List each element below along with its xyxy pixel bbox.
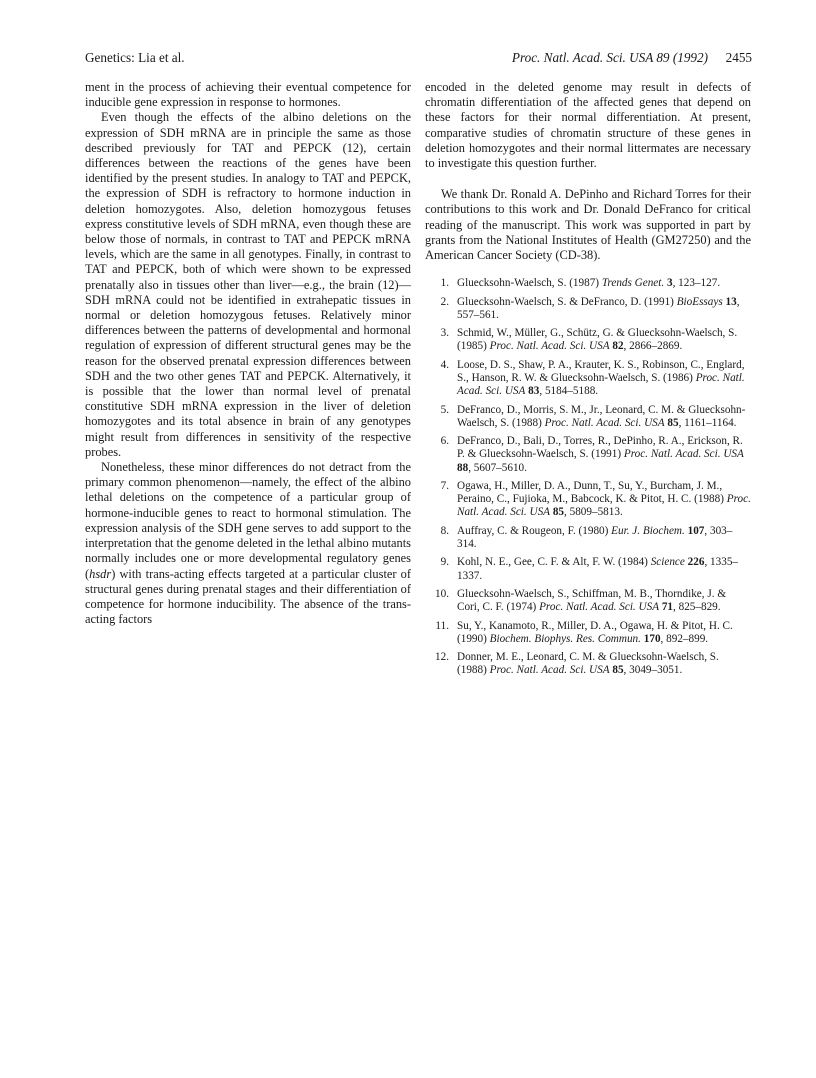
reference-volume: 13 xyxy=(725,295,737,308)
reference-volume: 85 xyxy=(552,506,564,519)
paragraph-conclusion: Nonetheless, these minor differences do not detract from the primary common phenomenon—namely, the effect of the albino lethal deletions on the competence of a particular group of hormone-inducible genes to react to hormonal stimulation. The expression analysis of the SDH gene serves to add support to the interpretation that the genome deleted in the lethal albino mutants normally includes one or more developmental regulatory genes (hsdr) with trans-acting effects targeted at a particular cluster of structural genes during prenatal stages and their differentiation of competence for hormone inducibility. The absence of the trans-acting factors xyxy=(85,460,411,627)
gene-symbol-hsdr: hsdr xyxy=(89,566,112,581)
reference-pages: , 5607–5610. xyxy=(468,461,527,474)
reference-volume: 85 xyxy=(667,416,679,429)
reference-volume: 170 xyxy=(643,632,661,645)
reference-pages: , 1335–1337. xyxy=(457,556,738,582)
reference-journal: Proc. Natl. Acad. Sci. USA xyxy=(623,448,744,461)
reference-pages: , 3049–3051. xyxy=(623,664,683,677)
reference-volume: 107 xyxy=(687,524,705,537)
reference-authors: Gluecksohn-Waelsch, S. & DeFranco, D. (1991) xyxy=(457,295,677,308)
reference-item xyxy=(425,480,751,520)
reference-number: 11. xyxy=(435,619,449,632)
reference-number: 8. xyxy=(440,524,449,537)
reference-number: 3. xyxy=(440,327,449,340)
reference-volume: 85 xyxy=(612,664,624,677)
reference-item xyxy=(425,435,751,475)
reference-pages: , 1161–1164. xyxy=(678,416,737,429)
reference-number: 4. xyxy=(440,358,449,371)
reference-volume: 83 xyxy=(528,385,540,398)
reference-journal: Proc. Natl. Acad. Sci. USA xyxy=(489,340,610,353)
reference-authors: Kohl, N. E., Gee, C. F. & Alt, F. W. (1984) xyxy=(457,556,651,569)
header-journal: Proc. Natl. Acad. Sci. USA 89 (1992) xyxy=(511,50,708,65)
paragraph-continued: encoded in the deleted genome may result in defects of chromatin differentiation of the affected genes that depend on these factors for their normal differentiation. At present, comparative studies of chromatin structure of these genes in deletion homozygotes and their normal littermates are necessary to investigate this question further. xyxy=(425,80,751,171)
reference-number: 12. xyxy=(435,651,449,664)
reference-pages: , 303–314. xyxy=(457,524,733,550)
reference-item xyxy=(425,525,751,551)
paragraph-continuation: ment in the process of achieving their eventual competence for inducible gene expression in response to hormones. xyxy=(85,80,411,110)
reference-journal: Proc. Natl. Acad. Sci. USA xyxy=(457,493,751,519)
reference-pages: , 557–561. xyxy=(457,295,740,321)
reference-pages: , 5184–5188. xyxy=(539,385,599,398)
reference-item xyxy=(425,277,751,290)
reference-volume: 3 xyxy=(666,277,673,290)
reference-pages: , 2866–2869. xyxy=(623,340,683,353)
left-column xyxy=(85,80,411,627)
paragraph-differences: Even though the effects of the albino deletions on the expression of SDH mRNA are in principle the same as those described previously for TAT and PEPCK (12), certain differences between the reactions of the genes have been identified by the present studies. In analogy to TAT and PEPCK, the expression of SDH is refractory to hormone induction in deletion homozygotes. Also, deletion homozygous fetuses express constitutive levels of SDH mRNA, even though these are below those of normals, in contrast to TAT and PEPCK mRNA levels, which are the same in all genotypes. Finally, in contrast to TAT and PEPCK, both of which were shown to be expressed prenatally also in tissues other than liver—e.g., the brain (12)—SDH mRNA could not be identified in extrahepatic tissues in normal or deletion homozygous fetuses. Relatively minor differences between the patterns of developmental and hormonal regulation of expression of different structural genes may be the reason for the observed prenatal expression differences between SDH and the two other genes TAT and PEPCK. Alternatively, it is possible that the lower than normal level of prenatal constitutive SDH mRNA expression in the liver of deletion homozygotes and its total absence in brain of any genotypes might result from differences in sensitivity of the respective probes. xyxy=(85,110,411,459)
reference-volume: 88 xyxy=(457,461,469,474)
reference-journal: Proc. Natl. Acad. Sci. USA xyxy=(457,372,745,398)
reference-authors: Auffray, C. & Rougeon, F. (1980) xyxy=(457,524,612,537)
reference-authors: Loose, D. S., Shaw, P. A., Krauter, K. S., Robinson, C., Englard, S., Hanson, R. W. & Gluecksohn-Waelsch, S. (1986) xyxy=(457,358,745,385)
reference-authors: DeFranco, D., Bali, D., Torres, R., DePinho, R. A., Erickson, R. P. & Gluecksohn-Waelsch, S. (1991) xyxy=(457,435,743,461)
reference-number: 6. xyxy=(440,435,449,448)
right-column xyxy=(425,80,751,683)
reference-authors: Schmid, W., Müller, G., Schütz, G. & Gluecksohn-Waelsch, S. (1985) xyxy=(457,327,738,353)
reference-number: 10. xyxy=(435,587,449,600)
reference-number: 1. xyxy=(440,277,449,290)
reference-pages: , 825–829. xyxy=(673,601,721,614)
reference-number: 5. xyxy=(440,403,449,416)
reference-item xyxy=(425,556,751,582)
acknowledgments: We thank Dr. Ronald A. DePinho and Richard Torres for their contributions to this work and Dr. Donald DeFranco for critical reading of the manuscript. This work was supported in part by grants from the National Institutes of Health (GM27250) and the American Cancer Society (CD-38). xyxy=(425,187,751,263)
reference-list xyxy=(425,277,751,677)
running-header xyxy=(85,50,752,70)
reference-item xyxy=(425,651,751,677)
reference-journal: Biochem. Biophys. Res. Commun. xyxy=(489,632,641,645)
reference-item xyxy=(425,620,751,646)
reference-item xyxy=(425,296,751,322)
reference-journal: Proc. Natl. Acad. Sci. USA xyxy=(489,664,610,677)
page-number: 2455 xyxy=(725,50,752,65)
reference-volume: 226 xyxy=(687,556,705,569)
reference-item xyxy=(425,404,751,430)
reference-item xyxy=(425,588,751,614)
reference-number: 7. xyxy=(440,480,449,492)
reference-pages: , 892–899. xyxy=(660,632,709,645)
reference-authors: Gluecksohn-Waelsch, S., Schiffman, M. B., Thorndike, J. & Cori, C. F. (1974) xyxy=(457,587,727,614)
reference-journal: BioEssays xyxy=(676,295,723,308)
header-section-authors: Genetics: Lia et al. xyxy=(85,50,185,65)
reference-number: 9. xyxy=(440,556,449,569)
reference-item xyxy=(425,327,751,353)
reference-journal: Science xyxy=(650,556,685,569)
reference-journal: Proc. Natl. Acad. Sci. USA xyxy=(544,416,665,429)
reference-volume: 82 xyxy=(612,340,624,353)
reference-pages: , 5809–5813. xyxy=(564,506,623,519)
reference-authors: DeFranco, D., Morris, S. M., Jr., Leonard, C. M. & Gluecksohn-Waelsch, S. (1988) xyxy=(457,403,746,429)
reference-authors: Gluecksohn-Waelsch, S. (1987) xyxy=(457,277,602,290)
reference-journal: Trends Genet. xyxy=(601,277,665,290)
reference-volume: 71 xyxy=(661,601,674,614)
reference-journal: Eur. J. Biochem. xyxy=(611,524,685,537)
reference-authors: Ogawa, H., Miller, D. A., Dunn, T., Su, Y., Burcham, J. M., Peraino, C., Fujioka, M., Babcock, K. & Pitot, H. C. (1988) xyxy=(457,480,727,506)
reference-number: 2. xyxy=(440,295,449,308)
reference-pages: , 123–127. xyxy=(672,277,721,290)
reference-item xyxy=(425,359,751,399)
reference-authors: Su, Y., Kanamoto, R., Miller, D. A., Ogawa, H. & Pitot, H. C. (1990) xyxy=(457,619,733,645)
reference-journal: Proc. Natl. Acad. Sci. USA xyxy=(539,601,660,614)
reference-authors: Donner, M. E., Leonard, C. M. & Gluecksohn-Waelsch, S. (1988) xyxy=(457,651,719,677)
